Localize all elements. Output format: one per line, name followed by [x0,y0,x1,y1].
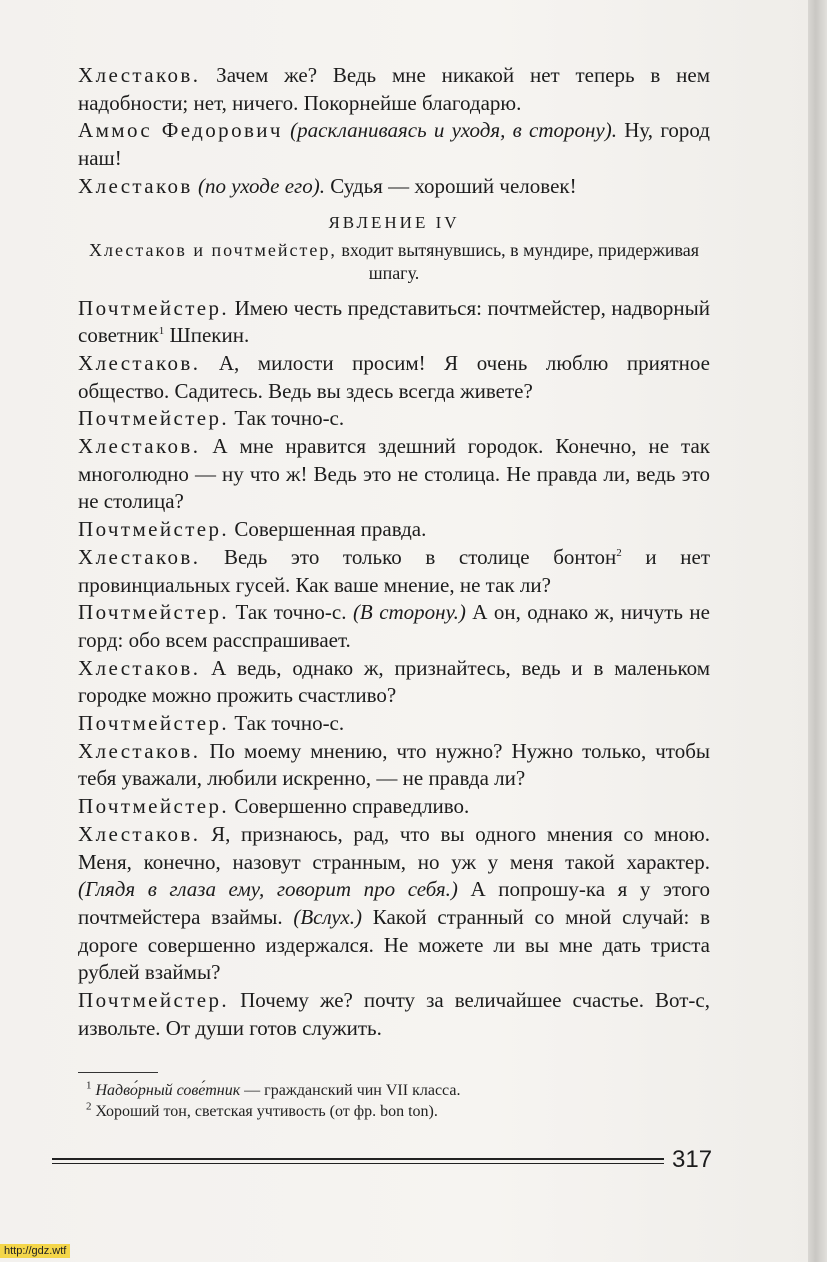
dialogue-line [78,516,710,544]
speech: Судья — хороший человек! [324,173,577,198]
stage-remark: (раскланиваясь и уходя, в сторону). [282,118,617,143]
speech: Так точно-с. [229,600,353,625]
footnote [86,1080,686,1101]
footnote [86,1101,686,1122]
paragraph [78,173,710,201]
speech: Так точно-с. [229,406,345,431]
paragraph [78,62,710,117]
speech: А он, однако ж, ничуть не горд: обо всем расспрашивает. [78,600,710,652]
speaker-name: Хлестаков. [78,63,201,87]
dialogue-line [78,655,710,710]
dialogue-line [78,821,710,987]
stage-remark: (Глядя в глаза ему, говорит про себя.) [78,877,458,902]
dialogue-line [78,433,710,516]
footnote-text: — гражданский чин VII класса. [240,1082,461,1099]
speech: Имею честь представиться: почтмейстер, надворный советник [78,295,710,348]
speaker-name: Хлестаков. [78,544,201,569]
footnote-number: 1 [86,1079,92,1092]
footnote-ref: 2 [616,546,622,559]
speech: А ведь, однако ж, признайтесь, ведь и в маленьком городке можно прожить счастливо? [78,655,710,708]
dialogue-line [78,793,710,821]
dialogue-line [78,599,710,654]
footnote-number: 2 [86,1100,92,1113]
scene-title: ЯВЛЕНИЕ IV [328,212,460,232]
bottom-rule [52,1163,664,1164]
speech: Зачем же? Ведь мне никакой нет теперь в нем надобности; нет, ничего. Покорнейше благодарю. [78,63,710,115]
speaker-name: Почтмейстер. [78,600,230,625]
page-number: 317 [672,1146,713,1173]
speaker-name: Хлестаков. [78,655,201,680]
speech: По моему мнению, что нужно? Нужно только, чтобы тебя уважали, любили искренно, — не правда ли? [78,738,710,791]
paragraph [78,117,710,172]
dialogue-line [78,738,710,793]
speaker-name: Почтмейстер. [78,711,230,736]
speaker-name: Аммос Федорович [78,118,283,143]
speech: Почему же? почту за величайшее счастье. Вот-с, извольте. От души готов служить. [78,988,710,1040]
stage-direction [78,239,710,285]
speaker-name: Хлестаков. [78,738,201,763]
stage-remark: (по уходе его). [192,173,325,198]
speaker-name: Хлестаков. [78,821,201,846]
speech: Так точно-с. [229,711,345,736]
main-text [78,62,710,1043]
speech: А мне нравится здешний городок. Конечно, не так многолюдно — ну что ж! Ведь это не столица. Не правда ли, ведь это не столица? [78,434,710,514]
page-edge [808,0,827,1262]
speaker-name: Хлестаков. [78,350,201,375]
speech: А, милости просим! Я очень люблю приятное общество. Садитесь. Ведь вы здесь всегда живете? [78,350,710,403]
speech: Совершенно справедливо. [229,794,470,819]
footnote-text: Хороший тон, светская учтивость (от фр. bon ton). [91,1103,438,1120]
speech: и нет провинциальных гусей. Как ваше мнение, не так ли? [78,544,710,597]
speech: Ну, город наш! [78,118,710,171]
footnote-divider [78,1072,158,1073]
stage-direction-text: входит вытянувшись, в мундире, придерживая шпагу. [336,239,699,283]
speech: А попрошу-ка я у этого почтмейстера взаймы. [78,877,710,929]
speaker-name: Почтмейстер. [78,988,230,1013]
dialogue-line [78,295,710,350]
watermark: http://gdz.wtf [0,1244,70,1258]
speaker-name: Почтмейстер. [78,794,230,819]
dialogue-line [78,544,710,599]
dialogue-line [78,987,710,1042]
speaker-name: Почтмейстер. [78,406,230,431]
bottom-rule [52,1158,664,1160]
footnotes [86,1080,686,1122]
speaker-name: Почтмейстер. [78,295,230,320]
speaker-name: Хлестаков. [78,434,201,459]
stage-remark: (Вслух.) [293,904,362,929]
stage-direction-names: Хлестаков и почтмейстер, [89,239,337,260]
speech: Ведь это только в столице бонтон [200,544,617,569]
dialogue-line [78,350,710,405]
speech: Какой странный со мной случай: в дороге совершенно издержался. Не можете ли вы мне дать триста рублей взаймы? [78,904,710,985]
footnote-ref: 1 [158,325,165,338]
speaker-name: Почтмейстер. [78,517,230,542]
speech: Шпекин. [164,323,250,348]
speech: Я, признаюсь, рад, что вы одного мнения со мною. Меня, конечно, назовут странным, но уж у меня такой характер. [78,821,710,874]
dialogue-line [78,710,710,738]
dialogue-line [78,405,710,433]
footnote-term: Надво́рный сове́тник [95,1082,241,1099]
speech: Совершенная правда. [229,517,427,542]
speaker-name: Хлестаков [78,173,193,198]
stage-remark: (В сторону.) [352,600,466,625]
